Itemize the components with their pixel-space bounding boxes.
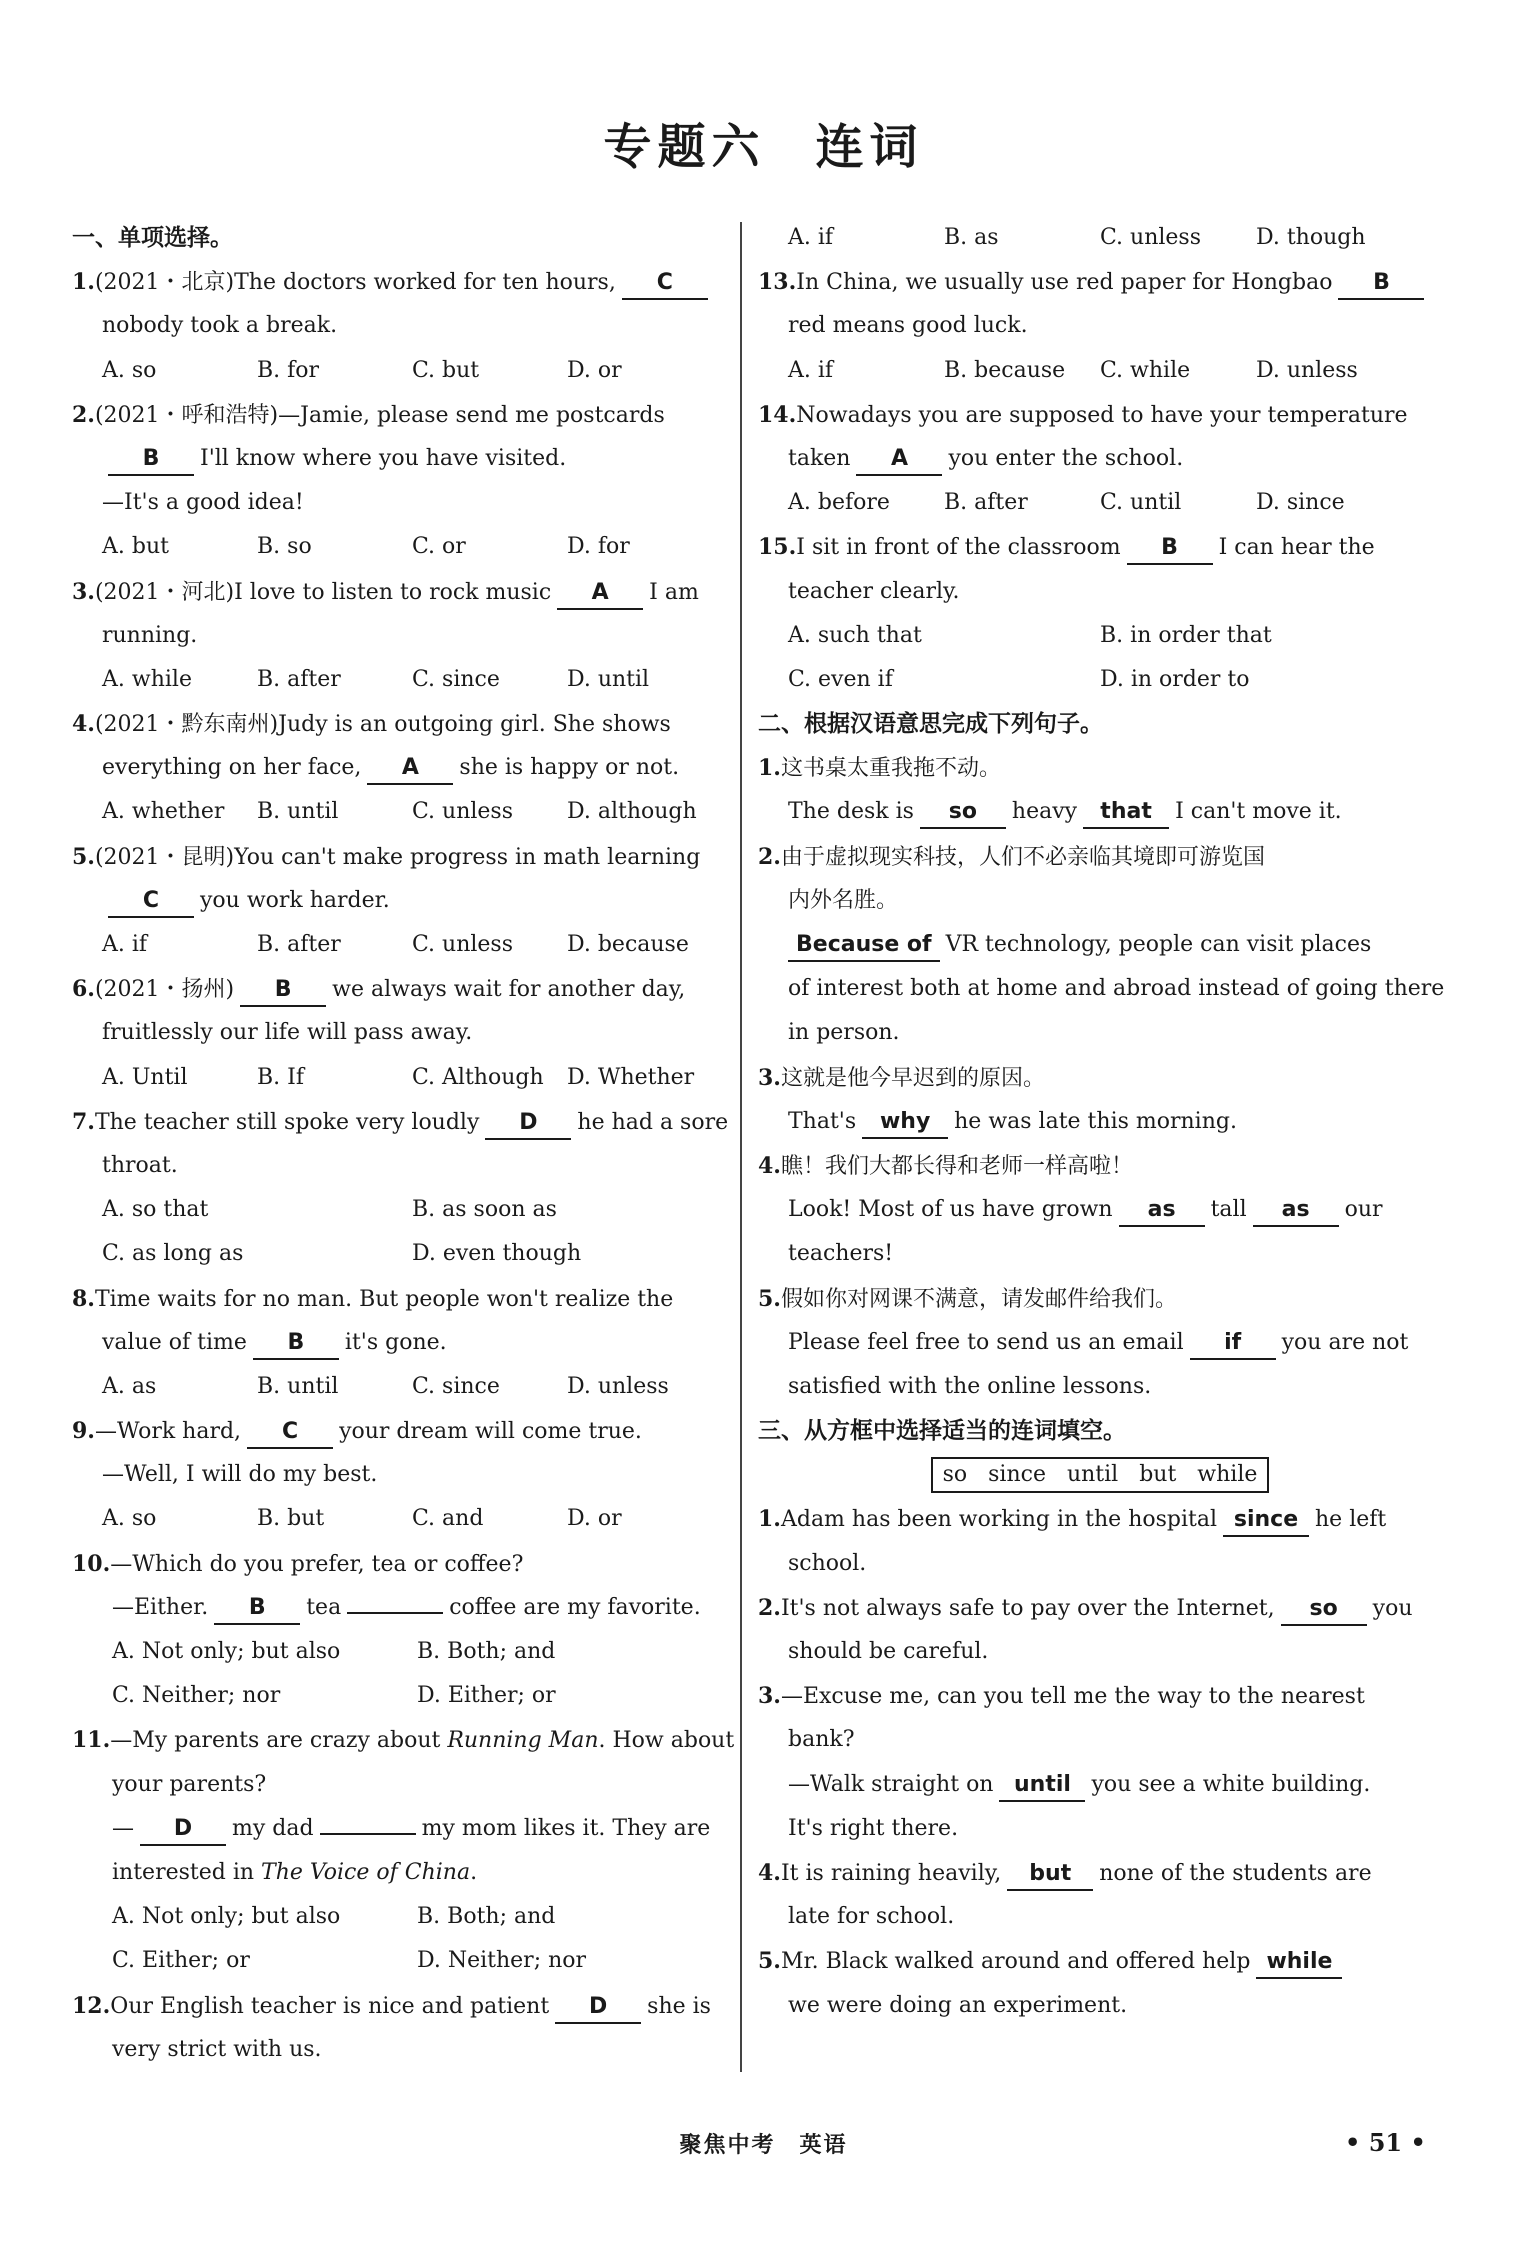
option-a[interactable]: A. if bbox=[102, 932, 148, 957]
chinese-prompt: 瞧！我们大都长得和老师一样高啦！ bbox=[780, 1153, 1133, 1179]
question-2 bbox=[72, 393, 722, 570]
title-part1: 专题六 bbox=[603, 119, 766, 175]
question-number: 3. bbox=[72, 578, 95, 605]
option-c[interactable]: C. as long as bbox=[102, 1241, 244, 1267]
option-d[interactable]: D. although bbox=[567, 799, 697, 825]
option-d[interactable]: D. because bbox=[567, 932, 689, 957]
question-number: 11. bbox=[72, 1727, 111, 1754]
option-a[interactable]: A. before bbox=[788, 490, 890, 516]
option-b[interactable]: B. until bbox=[257, 1373, 339, 1399]
options bbox=[72, 923, 722, 967]
option-d[interactable]: D. Whether bbox=[567, 1064, 695, 1090]
title-part2: 连词 bbox=[815, 119, 924, 175]
option-c[interactable]: C. unless bbox=[412, 799, 514, 825]
option-a[interactable]: A. whether bbox=[102, 799, 225, 825]
empty-blank[interactable] bbox=[320, 1833, 416, 1835]
fill-1 bbox=[758, 1497, 1412, 1585]
sentence-text: he left bbox=[1315, 1507, 1387, 1533]
option-b[interactable]: B. after bbox=[257, 666, 341, 692]
sentence-text: you bbox=[1372, 1595, 1413, 1621]
question-text: it's gone. bbox=[344, 1329, 447, 1355]
question-14 bbox=[758, 393, 1412, 526]
question-number: 1. bbox=[758, 755, 781, 782]
question-text: tea bbox=[306, 1594, 342, 1620]
question-text: —Which do you prefer, tea or coffee? bbox=[110, 1551, 524, 1577]
section-1-heading: 一、单项选择。 bbox=[72, 225, 233, 251]
question-text: (2021・北京)The doctors worked for ten hours, bbox=[94, 270, 616, 296]
question-number: 5. bbox=[758, 1285, 781, 1312]
question-text: coffee are my favorite. bbox=[449, 1594, 701, 1620]
options bbox=[72, 1188, 722, 1232]
options bbox=[72, 349, 722, 393]
option-a[interactable]: A. Not only; but also bbox=[112, 1639, 341, 1664]
options bbox=[72, 1497, 722, 1541]
question-number: 13. bbox=[758, 269, 797, 296]
answer-blank[interactable]: A bbox=[557, 578, 643, 610]
question-text: nobody took a break. bbox=[102, 313, 338, 339]
page-number: • 51 • bbox=[1345, 2128, 1426, 2157]
sentence-text: late for school. bbox=[788, 1904, 955, 1930]
sentence-text: Mr. Black walked around and offered help bbox=[780, 1949, 1251, 1975]
question-text: (2021・河北)I love to listen to rock music bbox=[94, 579, 552, 605]
option-a[interactable]: A. Not only; but also bbox=[112, 1904, 341, 1930]
word-box: so since until but while bbox=[931, 1457, 1270, 1493]
sentence-text: It's right there. bbox=[788, 1815, 959, 1841]
sentence-text: tall bbox=[1210, 1197, 1247, 1223]
option-d[interactable]: D. Either; or bbox=[417, 1683, 556, 1709]
option-c[interactable]: C. or bbox=[412, 534, 466, 560]
question-text: interested in bbox=[112, 1859, 255, 1885]
sentence-text: —Excuse me, can you tell me the way to the nearest bbox=[780, 1684, 1365, 1710]
question-13 bbox=[758, 260, 1412, 393]
section-3-heading: 三、从方框中选择适当的连词填空。 bbox=[758, 1418, 1126, 1445]
option-a[interactable]: A. so that bbox=[102, 1197, 209, 1223]
translate-3 bbox=[758, 1056, 1412, 1144]
option-b[interactable]: B. after bbox=[257, 932, 341, 957]
sentence-text: should be careful. bbox=[788, 1639, 989, 1664]
answer-blank[interactable]: B bbox=[240, 975, 326, 1007]
question-10 bbox=[72, 1542, 722, 1719]
option-d[interactable]: D. Neither; nor bbox=[417, 1948, 587, 1974]
question-text: (2021・黔东南州)Judy is an outgoing girl. She shows bbox=[94, 712, 671, 738]
question-text: . How about bbox=[598, 1728, 735, 1754]
question-text: —Well, I will do my best. bbox=[102, 1462, 378, 1488]
option-d[interactable]: D. though bbox=[1256, 225, 1366, 250]
answer-blank[interactable]: Because of bbox=[788, 930, 940, 962]
question-number: 8. bbox=[72, 1285, 95, 1312]
translate-1 bbox=[758, 746, 1412, 834]
options bbox=[788, 658, 1412, 702]
option-d[interactable]: D. or bbox=[567, 357, 622, 383]
question-text: fruitlessly our life will pass away. bbox=[102, 1020, 473, 1046]
question-text: everything on her face, bbox=[102, 755, 362, 781]
question-text: I'll know where you have visited. bbox=[200, 445, 567, 471]
sentence-text: of interest both at home and abroad instead of going there bbox=[788, 976, 1445, 1002]
question-number: 7. bbox=[72, 1108, 95, 1135]
fill-3 bbox=[758, 1674, 1412, 1851]
option-a[interactable]: A. as bbox=[102, 1373, 157, 1399]
answer-blank[interactable]: B bbox=[253, 1328, 339, 1360]
fill-5 bbox=[758, 1939, 1412, 2027]
answer-blank[interactable]: C bbox=[247, 1417, 333, 1449]
question-text: (2021・扬州) bbox=[94, 977, 235, 1003]
answer-blank[interactable]: why bbox=[862, 1107, 948, 1139]
question-text: Our English teacher is nice and patient bbox=[110, 1993, 550, 2019]
option-a[interactable]: A. if bbox=[788, 225, 834, 250]
option-b[interactable]: B. Both; and bbox=[417, 1639, 556, 1664]
sentence-text: Please feel free to send us an email bbox=[788, 1329, 1184, 1355]
option-c[interactable]: C. until bbox=[1100, 490, 1182, 516]
options bbox=[788, 614, 1412, 658]
chinese-prompt: 这书桌太重我拖不动。 bbox=[780, 756, 1001, 782]
question-number: 1. bbox=[72, 269, 95, 296]
options bbox=[72, 1674, 722, 1718]
answer-blank[interactable]: B bbox=[108, 444, 194, 476]
option-d[interactable]: D. for bbox=[567, 534, 630, 560]
question-text: . bbox=[470, 1859, 478, 1885]
question-number: 10. bbox=[72, 1550, 111, 1577]
option-a[interactable]: A. while bbox=[102, 666, 192, 692]
question-text: I sit in front of the classroom bbox=[796, 535, 1121, 561]
option-d[interactable]: D. since bbox=[1256, 490, 1345, 516]
sentence-text: none of the students are bbox=[1099, 1860, 1372, 1886]
question-number: 2. bbox=[72, 401, 95, 428]
option-b[interactable]: B. If bbox=[257, 1064, 304, 1090]
empty-blank[interactable] bbox=[347, 1612, 443, 1614]
question-number: 5. bbox=[758, 1948, 781, 1975]
question-text: she is bbox=[647, 1993, 711, 2019]
answer-blank[interactable]: D bbox=[485, 1108, 571, 1140]
sentence-text: teachers! bbox=[788, 1241, 894, 1267]
option-d[interactable]: D. or bbox=[567, 1506, 622, 1532]
answer-blank[interactable]: until bbox=[999, 1770, 1085, 1802]
chinese-prompt: 内外名胜。 bbox=[788, 887, 899, 913]
question-text: red means good luck. bbox=[788, 313, 1028, 339]
question-text: —It's a good idea! bbox=[102, 490, 304, 516]
option-c[interactable]: C. even if bbox=[788, 666, 893, 692]
question-4 bbox=[72, 702, 722, 835]
answer-blank[interactable]: so bbox=[1281, 1594, 1367, 1626]
sentence-text: in person. bbox=[788, 1020, 900, 1046]
translate-5 bbox=[758, 1277, 1412, 1410]
question-text: (2021・呼和浩特)—Jamie, please send me postcards bbox=[94, 402, 665, 428]
option-a[interactable]: A. but bbox=[102, 534, 169, 560]
chinese-prompt: 由于虚拟现实科技，人们不必亲临其境即可游览国 bbox=[780, 844, 1265, 870]
answer-blank[interactable]: that bbox=[1083, 797, 1169, 829]
option-c[interactable]: C. since bbox=[412, 1373, 500, 1399]
sentence-text: bank? bbox=[788, 1727, 855, 1753]
sentence-text: It's not always safe to pay over the Internet, bbox=[780, 1595, 1275, 1621]
question-number: 15. bbox=[758, 534, 797, 561]
answer-blank[interactable]: A bbox=[367, 753, 453, 785]
options bbox=[72, 1939, 722, 1983]
chinese-prompt: 假如你对网课不满意，请发邮件给我们。 bbox=[780, 1286, 1177, 1312]
book-title-footer: 聚焦中考 英语 bbox=[679, 2133, 848, 2158]
answer-blank[interactable]: so bbox=[920, 797, 1006, 829]
option-b[interactable]: B. as soon as bbox=[412, 1197, 557, 1223]
answer-blank[interactable]: if bbox=[1190, 1328, 1276, 1360]
options bbox=[788, 481, 1412, 525]
option-a[interactable]: A. so bbox=[102, 1506, 157, 1532]
options bbox=[72, 1895, 722, 1939]
option-b[interactable]: B. as bbox=[944, 225, 999, 250]
translate-4 bbox=[758, 1144, 1412, 1277]
section-2-heading: 二、根据汉语意思完成下列句子。 bbox=[758, 711, 1103, 738]
show-title: The Voice of China bbox=[261, 1859, 471, 1885]
option-c[interactable]: C. unless bbox=[412, 932, 514, 957]
chinese-prompt: 这就是他今早迟到的原因。 bbox=[780, 1065, 1045, 1091]
options bbox=[72, 790, 722, 834]
question-5 bbox=[72, 835, 722, 968]
question-text: (2021・昆明)You can't make progress in math learning bbox=[94, 844, 701, 870]
options bbox=[72, 1630, 722, 1674]
question-number: 6. bbox=[72, 976, 95, 1003]
options bbox=[788, 349, 1412, 393]
answer-blank[interactable]: since bbox=[1223, 1505, 1309, 1537]
question-7 bbox=[72, 1100, 729, 1277]
sentence-text: —Walk straight on bbox=[788, 1771, 994, 1797]
question-text: we always wait for another day, bbox=[332, 977, 686, 1003]
answer-blank[interactable]: A bbox=[856, 444, 942, 476]
sentence-text: we were doing an experiment. bbox=[788, 1992, 1128, 2018]
option-c[interactable]: C. Neither; nor bbox=[112, 1683, 281, 1709]
answer-blank[interactable]: but bbox=[1007, 1859, 1093, 1891]
question-text: I can hear the bbox=[1218, 535, 1375, 561]
option-c[interactable]: C. since bbox=[412, 666, 500, 692]
answer-blank[interactable]: D bbox=[555, 1992, 641, 2024]
option-a[interactable]: A. if bbox=[788, 357, 834, 383]
question-8 bbox=[72, 1277, 722, 1410]
options bbox=[72, 1232, 722, 1276]
option-c[interactable]: C. unless bbox=[1100, 225, 1202, 250]
question-number: 4. bbox=[758, 1859, 781, 1886]
column-divider bbox=[740, 222, 742, 2072]
option-b[interactable]: B. because bbox=[944, 357, 1066, 383]
show-title: Running Man bbox=[447, 1728, 599, 1754]
option-a[interactable]: A. so bbox=[102, 357, 157, 383]
question-text: teacher clearly. bbox=[788, 578, 960, 604]
question-number: 2. bbox=[758, 1594, 781, 1621]
option-b[interactable]: B. in order that bbox=[1100, 622, 1272, 648]
question-text: she is happy or not. bbox=[459, 755, 680, 781]
question-number: 5. bbox=[72, 843, 95, 870]
question-number: 4. bbox=[72, 711, 95, 738]
option-d[interactable]: D. unless bbox=[567, 1373, 669, 1399]
option-b[interactable]: B. Both; and bbox=[417, 1904, 556, 1930]
option-c[interactable]: C. but bbox=[412, 357, 480, 383]
options bbox=[72, 1365, 722, 1409]
question-15 bbox=[758, 525, 1412, 702]
question-text: Nowadays you are supposed to have your temperature bbox=[796, 402, 1408, 428]
option-b[interactable]: B. after bbox=[944, 490, 1028, 516]
sentence-text: our bbox=[1344, 1197, 1383, 1223]
page-title bbox=[0, 108, 1527, 177]
option-b[interactable]: B. but bbox=[257, 1506, 325, 1532]
question-text: —Work hard, bbox=[94, 1419, 242, 1445]
question-number: 14. bbox=[758, 401, 797, 428]
sentence-text: heavy bbox=[1011, 799, 1078, 825]
answer-blank[interactable]: C bbox=[108, 886, 194, 918]
option-c[interactable]: C. Either; or bbox=[112, 1948, 250, 1974]
option-c[interactable]: C. Although bbox=[412, 1064, 544, 1090]
question-text: Time waits for no man. But people won't realize the bbox=[94, 1286, 674, 1312]
answer-blank[interactable]: while bbox=[1256, 1947, 1342, 1979]
sentence-text: The desk is bbox=[788, 799, 914, 825]
question-number: 3. bbox=[758, 1064, 781, 1091]
question-1 bbox=[72, 260, 722, 393]
option-b[interactable]: B. until bbox=[257, 799, 339, 825]
option-b[interactable]: B. for bbox=[257, 357, 320, 383]
options bbox=[788, 216, 1412, 260]
question-text: —Either. bbox=[112, 1594, 209, 1620]
sentence-text: you see a white building. bbox=[1091, 1771, 1371, 1797]
question-3 bbox=[72, 570, 722, 703]
question-text: —My parents are crazy about bbox=[110, 1728, 441, 1754]
option-c[interactable]: C. and bbox=[412, 1506, 484, 1532]
sentence-text: he was late this morning. bbox=[954, 1108, 1237, 1134]
answer-blank[interactable]: B bbox=[1127, 533, 1213, 565]
question-9 bbox=[72, 1409, 722, 1542]
options bbox=[72, 658, 722, 702]
question-11 bbox=[72, 1718, 735, 1983]
option-a[interactable]: A. Until bbox=[102, 1064, 188, 1090]
question-text: — bbox=[112, 1815, 134, 1841]
sentence-text: Adam has been working in the hospital bbox=[780, 1507, 1218, 1533]
fill-4 bbox=[758, 1851, 1412, 1939]
option-c[interactable]: C. while bbox=[1100, 357, 1191, 383]
sentence-text: That's bbox=[788, 1108, 857, 1134]
option-d[interactable]: D. in order to bbox=[1100, 666, 1250, 692]
question-text: you enter the school. bbox=[948, 445, 1184, 471]
sentence-text: It is raining heavily, bbox=[780, 1860, 1002, 1886]
question-text: running. bbox=[102, 622, 198, 648]
fill-2 bbox=[758, 1586, 1413, 1674]
question-text: The teacher still spoke very loudly bbox=[94, 1109, 480, 1135]
question-number: 12. bbox=[72, 1992, 111, 2019]
question-text: you work harder. bbox=[200, 887, 390, 913]
sentence-text: VR technology, people can visit places bbox=[945, 932, 1372, 957]
option-d[interactable]: D. until bbox=[567, 666, 650, 692]
sentence-text: school. bbox=[788, 1550, 867, 1576]
question-text: very strict with us. bbox=[112, 2036, 322, 2062]
right-column bbox=[758, 216, 1445, 2028]
question-text: my dad bbox=[232, 1815, 314, 1841]
option-d[interactable]: D. unless bbox=[1256, 357, 1358, 383]
question-number: 3. bbox=[758, 1683, 781, 1710]
question-text: your dream will come true. bbox=[339, 1419, 642, 1445]
answer-blank[interactable]: B bbox=[214, 1593, 300, 1625]
sentence-text: Look! Most of us have grown bbox=[788, 1197, 1113, 1223]
answer-blank[interactable]: as bbox=[1119, 1195, 1205, 1227]
option-b[interactable]: B. so bbox=[257, 534, 312, 560]
question-number: 9. bbox=[72, 1418, 95, 1445]
question-number: 4. bbox=[758, 1152, 781, 1179]
sentence-text: satisfied with the online lessons. bbox=[788, 1373, 1152, 1399]
option-a[interactable]: A. such that bbox=[788, 622, 922, 648]
sentence-text: I can't move it. bbox=[1175, 799, 1342, 825]
answer-blank[interactable]: D bbox=[140, 1814, 226, 1846]
question-text: taken bbox=[788, 445, 851, 471]
question-text: he had a sore bbox=[577, 1109, 729, 1135]
options bbox=[72, 1056, 722, 1100]
question-number: 2. bbox=[758, 843, 781, 870]
question-text: your parents? bbox=[112, 1771, 267, 1797]
question-text: In China, we usually use red paper for Hongbao bbox=[796, 270, 1333, 296]
answer-blank[interactable]: C bbox=[622, 268, 708, 300]
question-text: my mom likes it. They are bbox=[421, 1815, 711, 1841]
question-text: I am bbox=[649, 579, 699, 605]
question-12 bbox=[72, 1984, 722, 2072]
option-d[interactable]: D. even though bbox=[412, 1241, 582, 1267]
sentence-text: you are not bbox=[1281, 1329, 1409, 1355]
question-number: 1. bbox=[758, 1506, 781, 1533]
question-text: value of time bbox=[102, 1329, 247, 1355]
question-text: throat. bbox=[102, 1152, 178, 1178]
options bbox=[72, 525, 722, 569]
translate-2 bbox=[758, 835, 1445, 1056]
answer-blank[interactable]: as bbox=[1253, 1195, 1339, 1227]
left-column bbox=[72, 216, 735, 2072]
question-6 bbox=[72, 967, 722, 1100]
answer-blank[interactable]: B bbox=[1338, 268, 1424, 300]
